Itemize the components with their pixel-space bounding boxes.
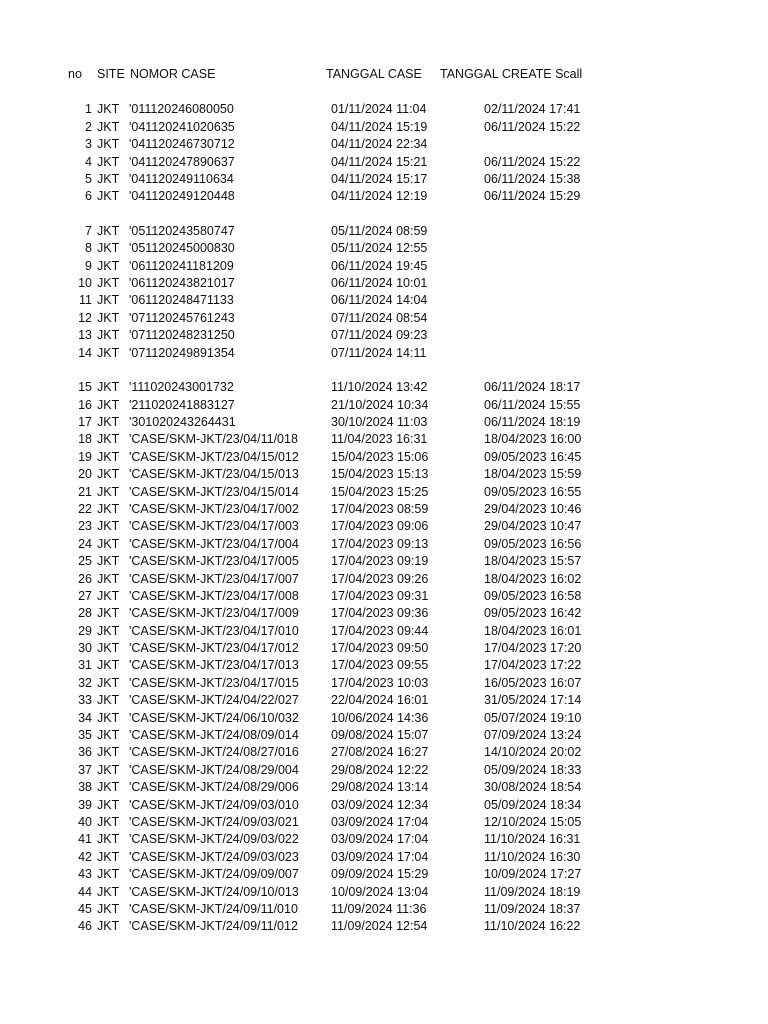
cell-no: 40 [78,815,92,829]
cell-tanggal-case: 17/04/2023 09:31 [331,588,429,603]
cell-tanggal-case: 10/06/2024 14:36 [331,710,429,725]
header-tanggal-create: TANGGAL CREATE Scall [440,67,583,81]
cell-tanggal-create: 18/04/2023 16:02 [484,571,582,586]
cell-nomor-case: 'CASE/SKM-JKT/23/04/17/005 [129,554,299,569]
cell-tanggal-case: 17/04/2023 08:59 [331,501,429,516]
table-row [0,223,768,240]
table-row [0,258,768,275]
cell-tanggal-case: 22/04/2024 16:01 [331,693,429,708]
table-row [0,623,768,640]
cell-site: JKT [97,675,120,690]
cell-tanggal-create: 05/09/2024 18:33 [484,762,582,777]
cell-tanggal-case: 17/04/2023 09:44 [331,623,429,638]
cell-tanggal-create: 07/09/2024 13:24 [484,728,582,743]
cell-tanggal-create: 16/05/2023 16:07 [484,675,582,690]
cell-site: JKT [97,762,120,777]
cell-tanggal-create: 29/04/2023 10:47 [484,519,582,534]
cell-nomor-case: '301020243264431 [129,415,236,430]
table-row [0,692,768,709]
cell-site: JKT [97,119,120,134]
table-row [0,797,768,814]
cell-nomor-case: 'CASE/SKM-JKT/24/08/29/006 [129,780,299,795]
cell-tanggal-create: 10/09/2024 17:27 [484,867,582,882]
cell-site: JKT [97,815,120,829]
cell-tanggal-create: 18/04/2023 15:59 [484,467,582,482]
cell-site: JKT [97,102,120,117]
cell-tanggal-case: 11/10/2024 13:42 [331,380,428,395]
table-row [0,379,768,396]
table-row [0,501,768,518]
cell-no: 14 [78,345,92,360]
table-row [0,675,768,692]
cell-no: 36 [78,745,92,760]
cell-site: JKT [97,710,120,725]
cell-tanggal-create: 11/10/2024 16:22 [484,919,581,934]
cell-nomor-case: 'CASE/SKM-JKT/24/09/11/012 [129,919,298,934]
cell-tanggal-create: 11/10/2024 16:30 [484,849,581,864]
cell-tanggal-case: 03/09/2024 17:04 [331,832,429,847]
cell-site: JKT [97,432,120,447]
cell-tanggal-case: 06/11/2024 19:45 [331,258,428,273]
cell-no: 9 [85,258,92,273]
cell-nomor-case: '071120249891354 [129,345,235,360]
cell-nomor-case: '061120243821017 [129,276,235,291]
cell-tanggal-case: 04/11/2024 22:34 [331,137,428,152]
cell-tanggal-case: 04/11/2024 12:19 [331,189,428,204]
table-row [0,484,768,501]
header-no: no [68,67,82,81]
cell-no: 44 [78,884,92,899]
cell-no: 26 [78,571,92,586]
cell-tanggal-case: 29/08/2024 12:22 [331,762,429,777]
cell-site: JKT [97,623,120,638]
cell-no: 5 [85,171,92,186]
cell-tanggal-case: 04/11/2024 15:21 [331,154,428,169]
cell-site: JKT [97,328,120,343]
cell-nomor-case: 'CASE/SKM-JKT/24/09/03/021 [129,815,299,829]
table-row [0,779,768,796]
cell-nomor-case: 'CASE/SKM-JKT/23/04/17/012 [129,641,299,656]
cell-site: JKT [97,345,120,360]
cell-no: 33 [78,693,92,708]
cell-tanggal-case: 11/04/2023 16:31 [331,432,428,447]
cell-nomor-case: '071120245761243 [129,310,235,325]
cell-no: 43 [78,867,92,882]
table-row [0,744,768,761]
cell-no: 37 [78,762,92,777]
table-body [0,101,768,935]
cell-tanggal-case: 21/10/2024 10:34 [331,397,429,412]
cell-no: 6 [85,189,92,204]
cell-site: JKT [97,223,120,238]
cell-no: 19 [78,449,92,464]
cell-nomor-case: 'CASE/SKM-JKT/24/09/03/010 [129,797,299,812]
cell-nomor-case: 'CASE/SKM-JKT/23/04/15/014 [129,484,299,499]
table-row [0,849,768,866]
cell-site: JKT [97,310,120,325]
cell-tanggal-case: 27/08/2024 16:27 [331,745,429,760]
cell-no: 3 [85,137,92,152]
cell-tanggal-case: 17/04/2023 09:19 [331,554,429,569]
cell-site: JKT [97,380,120,395]
cell-site: JKT [97,276,120,291]
cell-site: JKT [97,901,120,916]
cell-no: 27 [78,588,92,603]
cell-nomor-case: 'CASE/SKM-JKT/23/04/17/003 [129,519,299,534]
cell-no: 17 [78,415,92,430]
cell-tanggal-case: 15/04/2023 15:13 [331,467,429,482]
cell-no: 30 [78,641,92,656]
table-row [0,431,768,448]
cell-nomor-case: 'CASE/SKM-JKT/24/08/29/004 [129,762,299,777]
cell-tanggal-create: 09/05/2023 16:45 [484,449,582,464]
blank-row [0,206,768,223]
header-nomor-case: NOMOR CASE [130,67,216,81]
cell-site: JKT [97,397,120,412]
table-row [0,154,768,171]
cell-tanggal-case: 07/11/2024 14:11 [331,345,427,360]
cell-tanggal-create: 09/05/2023 16:56 [484,536,582,551]
cell-nomor-case: 'CASE/SKM-JKT/23/04/17/010 [129,623,299,638]
cell-tanggal-create: 06/11/2024 15:38 [484,171,581,186]
cell-site: JKT [97,797,120,812]
cell-no: 29 [78,623,92,638]
cell-no: 1 [85,102,92,117]
cell-tanggal-case: 04/11/2024 15:17 [331,171,428,186]
cell-tanggal-case: 11/09/2024 11:36 [331,901,427,916]
cell-site: JKT [97,241,120,256]
cell-nomor-case: '041120247890637 [129,154,235,169]
cell-no: 28 [78,606,92,621]
table-row [0,901,768,918]
cell-site: JKT [97,484,120,499]
cell-no: 41 [78,832,92,847]
cell-nomor-case: 'CASE/SKM-JKT/23/04/17/013 [129,658,299,673]
cell-tanggal-case: 01/11/2024 11:04 [331,102,427,117]
cell-tanggal-case: 17/04/2023 10:03 [331,675,429,690]
cell-tanggal-case: 17/04/2023 09:13 [331,536,429,551]
table-row [0,188,768,205]
cell-no: 32 [78,675,92,690]
cell-site: JKT [97,571,120,586]
cell-no: 21 [78,484,92,499]
blank-row [0,362,768,379]
cell-site: JKT [97,884,120,899]
cell-tanggal-create: 05/07/2024 19:10 [484,710,582,725]
cell-site: JKT [97,137,120,152]
table-row [0,588,768,605]
cell-nomor-case: 'CASE/SKM-JKT/24/08/27/016 [129,745,299,760]
cell-tanggal-case: 17/04/2023 09:50 [331,641,429,656]
cell-tanggal-case: 15/04/2023 15:25 [331,484,429,499]
cell-no: 2 [85,119,92,134]
cell-site: JKT [97,867,120,882]
cell-tanggal-create: 02/11/2024 17:41 [484,102,581,117]
cell-nomor-case: 'CASE/SKM-JKT/24/09/10/013 [129,884,299,899]
table-row [0,918,768,935]
cell-nomor-case: 'CASE/SKM-JKT/23/04/17/015 [129,675,299,690]
cell-nomor-case: 'CASE/SKM-JKT/24/09/11/010 [129,901,298,916]
cell-site: JKT [97,171,120,186]
cell-nomor-case: '111020243001732 [129,380,234,395]
cell-nomor-case: 'CASE/SKM-JKT/23/04/17/009 [129,606,299,621]
cell-nomor-case: 'CASE/SKM-JKT/23/04/11/018 [129,432,298,447]
table-row [0,414,768,431]
cell-nomor-case: '041120246730712 [129,137,235,152]
cell-tanggal-case: 03/09/2024 17:04 [331,849,429,864]
cell-tanggal-create: 06/11/2024 18:19 [484,415,581,430]
cell-nomor-case: 'CASE/SKM-JKT/23/04/17/008 [129,588,299,603]
cell-site: JKT [97,293,120,308]
table-row [0,310,768,327]
table-row [0,536,768,553]
cell-tanggal-create: 05/09/2024 18:34 [484,797,582,812]
cell-tanggal-create: 06/11/2024 18:17 [484,380,581,395]
cell-tanggal-case: 09/08/2024 15:07 [331,728,429,743]
cell-nomor-case: '011120246080050 [129,102,234,117]
table-row [0,657,768,674]
cell-site: JKT [97,606,120,621]
cell-site: JKT [97,449,120,464]
table-row [0,449,768,466]
cell-no: 46 [78,919,92,934]
table-row [0,345,768,362]
cell-tanggal-case: 11/09/2024 12:54 [331,919,428,934]
table-row [0,814,768,831]
cell-tanggal-create: 06/11/2024 15:55 [484,397,581,412]
cell-nomor-case: 'CASE/SKM-JKT/23/04/15/013 [129,467,299,482]
cell-tanggal-case: 10/09/2024 13:04 [331,884,429,899]
cell-tanggal-create: 11/09/2024 18:19 [484,884,581,899]
cell-no: 35 [78,728,92,743]
cell-no: 13 [78,328,92,343]
cell-no: 16 [78,397,92,412]
cell-tanggal-case: 05/11/2024 12:55 [331,241,428,256]
cell-tanggal-create: 31/05/2024 17:14 [484,693,582,708]
table-row [0,866,768,883]
cell-nomor-case: '041120249120448 [129,189,235,204]
cell-nomor-case: 'CASE/SKM-JKT/24/06/10/032 [129,710,299,725]
cell-tanggal-create: 18/04/2023 16:00 [484,432,582,447]
cell-no: 12 [78,310,92,325]
table-row [0,101,768,118]
cell-tanggal-case: 17/04/2023 09:55 [331,658,429,673]
cell-nomor-case: '051120245000830 [129,241,235,256]
cell-site: JKT [97,501,120,516]
table-row [0,119,768,136]
table-row [0,171,768,188]
table-row [0,762,768,779]
cell-tanggal-case: 04/11/2024 15:19 [331,119,428,134]
cell-tanggal-create: 09/05/2023 16:58 [484,588,582,603]
cell-site: JKT [97,588,120,603]
cell-tanggal-create: 17/04/2023 17:22 [484,658,582,673]
table-row [0,571,768,588]
table-row [0,327,768,344]
cell-nomor-case: 'CASE/SKM-JKT/24/09/03/023 [129,849,299,864]
cell-tanggal-create: 09/05/2023 16:42 [484,606,582,621]
header-tanggal-case: TANGGAL CASE [326,67,422,81]
table-row [0,884,768,901]
cell-tanggal-create: 06/11/2024 15:22 [484,154,581,169]
cell-tanggal-case: 09/09/2024 15:29 [331,867,429,882]
cell-tanggal-create: 12/10/2024 15:05 [484,815,582,829]
cell-tanggal-case: 29/08/2024 13:14 [331,780,429,795]
cell-tanggal-case: 06/11/2024 14:04 [331,293,428,308]
cell-tanggal-create: 18/04/2023 15:57 [484,554,582,569]
cell-site: JKT [97,745,120,760]
table-row [0,292,768,309]
cell-tanggal-create: 29/04/2023 10:46 [484,501,582,516]
cell-nomor-case: '041120241020635 [129,119,235,134]
cell-tanggal-create: 06/11/2024 15:29 [484,189,581,204]
cell-no: 8 [85,241,92,256]
cell-nomor-case: 'CASE/SKM-JKT/24/08/09/014 [129,728,299,743]
cell-no: 15 [78,380,92,395]
table-row [0,553,768,570]
cell-no: 39 [78,797,92,812]
table-row [0,640,768,657]
cell-nomor-case: 'CASE/SKM-JKT/23/04/17/004 [129,536,299,551]
cell-tanggal-create: 30/08/2024 18:54 [484,780,582,795]
cell-site: JKT [97,641,120,656]
table-row [0,397,768,414]
cell-tanggal-case: 05/11/2024 08:59 [331,223,428,238]
cell-tanggal-create: 09/05/2023 16:55 [484,484,582,499]
table-row [0,136,768,153]
cell-site: JKT [97,154,120,169]
cell-tanggal-case: 17/04/2023 09:36 [331,606,429,621]
table-row [0,275,768,292]
cell-site: JKT [97,519,120,534]
cell-tanggal-case: 06/11/2024 10:01 [331,276,428,291]
cell-tanggal-create: 17/04/2023 17:20 [484,641,582,656]
cell-nomor-case: 'CASE/SKM-JKT/24/09/03/022 [129,832,299,847]
cell-nomor-case: 'CASE/SKM-JKT/24/04/22/027 [129,693,299,708]
cell-tanggal-case: 03/09/2024 12:34 [331,797,429,812]
cell-no: 42 [78,849,92,864]
cell-site: JKT [97,780,120,795]
cell-site: JKT [97,536,120,551]
cell-site: JKT [97,849,120,864]
table-row [0,710,768,727]
cell-site: JKT [97,467,120,482]
cell-no: 38 [78,780,92,795]
cell-no: 7 [85,223,92,238]
cell-no: 31 [78,658,92,673]
cell-tanggal-case: 15/04/2023 15:06 [331,449,429,464]
cell-tanggal-create: 11/10/2024 16:31 [484,832,581,847]
cell-tanggal-create: 11/09/2024 18:37 [484,901,581,916]
cell-nomor-case: '071120248231250 [129,328,235,343]
cell-site: JKT [97,728,120,743]
cell-tanggal-create: 06/11/2024 15:22 [484,119,581,134]
table-row [0,240,768,257]
cell-nomor-case: '061120241181209 [129,258,234,273]
cell-nomor-case: 'CASE/SKM-JKT/24/09/09/007 [129,867,299,882]
cell-no: 10 [78,276,92,291]
cell-site: JKT [97,554,120,569]
cell-tanggal-case: 03/09/2024 17:04 [331,815,429,829]
cell-no: 25 [78,554,92,569]
cell-tanggal-case: 17/04/2023 09:06 [331,519,429,534]
cell-tanggal-create: 18/04/2023 16:01 [484,623,582,638]
cell-tanggal-case: 07/11/2024 08:54 [331,310,428,325]
table-row [0,727,768,744]
header-site: SITE [97,67,125,81]
cell-tanggal-case: 30/10/2024 11:03 [331,415,428,430]
header-row [0,66,768,83]
cell-no: 34 [78,710,92,725]
cell-site: JKT [97,919,120,934]
cell-nomor-case: 'CASE/SKM-JKT/23/04/17/007 [129,571,299,586]
cell-tanggal-create: 14/10/2024 20:02 [484,745,582,760]
cell-site: JKT [97,415,120,430]
cell-site: JKT [97,658,120,673]
cell-nomor-case: 'CASE/SKM-JKT/23/04/17/002 [129,501,299,516]
cell-site: JKT [97,189,120,204]
table-row [0,831,768,848]
table-row [0,518,768,535]
cell-site: JKT [97,832,120,847]
cell-no: 20 [78,467,92,482]
cell-no: 24 [78,536,92,551]
cell-nomor-case: '211020241883127 [129,397,235,412]
cell-no: 11 [79,293,92,308]
cell-nomor-case: '061120248471133 [129,293,234,308]
cell-site: JKT [97,258,120,273]
table-row [0,605,768,622]
cell-site: JKT [97,693,120,708]
cell-tanggal-case: 07/11/2024 09:23 [331,328,428,343]
cell-nomor-case: '051120243580747 [129,223,235,238]
cell-no: 45 [78,901,92,916]
table-row [0,466,768,483]
cell-no: 23 [78,519,92,534]
cell-tanggal-case: 17/04/2023 09:26 [331,571,429,586]
cell-nomor-case: '041120249110634 [129,171,234,186]
cell-no: 22 [78,501,92,516]
cell-no: 4 [85,154,92,169]
cell-nomor-case: 'CASE/SKM-JKT/23/04/15/012 [129,449,299,464]
cell-no: 18 [78,432,92,447]
